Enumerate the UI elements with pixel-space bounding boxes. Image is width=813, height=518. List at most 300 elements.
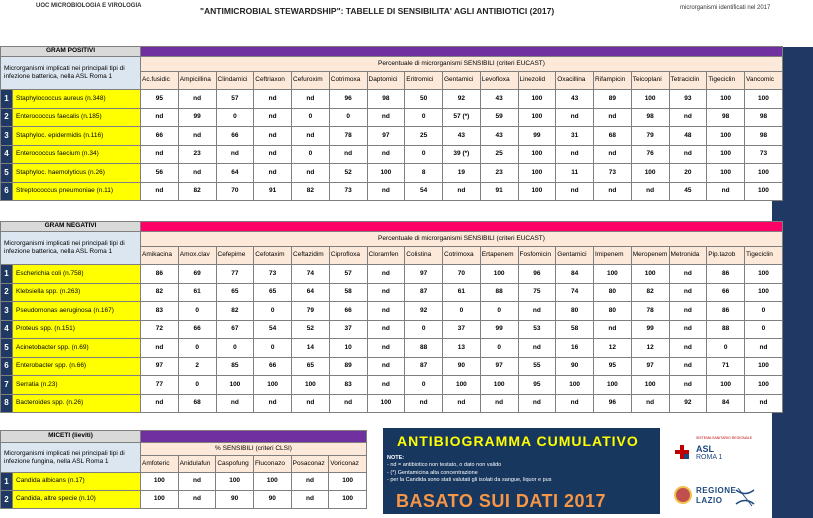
antibiotic-header: Meropenem xyxy=(631,247,669,265)
sensitivity-value: nd xyxy=(254,164,292,183)
sensitivity-value: nd xyxy=(367,376,405,395)
sensitivity-value: 53 xyxy=(518,320,556,339)
page-title: "ANTIMICROBIAL STEWARDSHIP": TABELLE DI SENSIBILITA' AGLI ANTIBIOTICI (2017) xyxy=(200,6,555,16)
sensitivity-value: 97 xyxy=(480,357,518,376)
sensitivity-value: 98 xyxy=(745,108,783,127)
antibiotic-header: Oxacillina xyxy=(556,72,594,90)
sensitivity-value: nd xyxy=(669,376,707,395)
sensitivity-value: 0 xyxy=(292,108,330,127)
sensitivity-value: 25 xyxy=(405,127,443,146)
sensitivity-value: 66 xyxy=(707,283,745,302)
sensitivity-value: 8 xyxy=(405,164,443,183)
note-gentamicin: - (*) Gentamicina alta concentrazione xyxy=(387,469,478,476)
sensitivity-value: 66 xyxy=(254,357,292,376)
sensitivity-value: 100 xyxy=(216,376,254,395)
sensitivity-value: 100 xyxy=(216,473,254,491)
organism-name: Acinetobacter spp. (n.69) xyxy=(13,339,141,358)
row-number: 5 xyxy=(1,339,13,358)
antibiotic-header: Cotrimoxa xyxy=(443,247,481,265)
antibiotic-header: Metronida xyxy=(669,247,707,265)
sensitivity-value: 100 xyxy=(745,182,783,201)
table-row xyxy=(1,182,783,201)
sensitivity-value: 100 xyxy=(707,127,745,146)
sensitivity-value: 100 xyxy=(141,491,179,509)
sensitivity-value: 57 xyxy=(216,90,254,109)
sensitivity-value: 80 xyxy=(556,302,594,321)
sensitivity-value: 90 xyxy=(216,491,254,509)
antibiotic-header: Gentamici xyxy=(556,247,594,265)
asl-label: ASL xyxy=(696,444,714,454)
banner-subtitle: BASATO SUI DATI 2017 xyxy=(396,491,607,511)
row-number: 2 xyxy=(1,108,13,127)
sensitivity-value: 92 xyxy=(405,302,443,321)
sensitivity-value: nd xyxy=(367,145,405,164)
sensitivity-value: 0 xyxy=(178,339,216,358)
sensitivity-value: nd xyxy=(669,108,707,127)
sensitivity-value: 64 xyxy=(292,283,330,302)
sensitivity-value: 87 xyxy=(405,357,443,376)
sensitivity-value: 100 xyxy=(745,164,783,183)
sensitivity-value: 83 xyxy=(329,376,367,395)
lazio-swirl-icon xyxy=(734,486,756,508)
sensitivity-value: nd xyxy=(254,108,292,127)
sensitivity-value: 86 xyxy=(707,265,745,284)
gram-pos-section-bar xyxy=(141,47,783,57)
sensitivity-value: 68 xyxy=(178,394,216,413)
sensitivity-value: 85 xyxy=(216,357,254,376)
antibiotic-header: Fosfomicin xyxy=(518,247,556,265)
gram-neg-section-bar xyxy=(141,222,783,232)
sensitivity-value: 0 xyxy=(329,108,367,127)
sensitivity-value: nd xyxy=(556,182,594,201)
banner-notes xyxy=(387,455,552,485)
sensitivity-value: 57 xyxy=(329,265,367,284)
sensitivity-value: 43 xyxy=(556,90,594,109)
sensitivity-value: 25 xyxy=(480,145,518,164)
sensitivity-value: nd xyxy=(141,145,179,164)
organism-name: Staphyloc. haemolyticus (n.26) xyxy=(13,164,141,183)
organism-name: Enterococcus faecium (n.34) xyxy=(13,145,141,164)
antibiotic-header: Ac.fusidic xyxy=(141,72,179,90)
sensitivity-value: nd xyxy=(292,394,330,413)
organism-name: Enterococcus faecalis (n.185) xyxy=(13,108,141,127)
antibiotic-header: Cloramfen xyxy=(367,247,405,265)
antibiotic-header: Ceftazidim xyxy=(292,247,330,265)
sensitivity-value: nd xyxy=(367,357,405,376)
sensitivity-value: 0 xyxy=(707,339,745,358)
sensitivity-value: nd xyxy=(443,394,481,413)
sensitivity-value: nd xyxy=(254,90,292,109)
row-number: 8 xyxy=(1,394,13,413)
table-row xyxy=(1,164,783,183)
sensitivity-value: 100 xyxy=(253,473,291,491)
sensitivity-value: nd xyxy=(141,108,179,127)
antibiotic-header: Cotrimoxa xyxy=(329,72,367,90)
sensitivity-value: 79 xyxy=(631,127,669,146)
table-row xyxy=(1,473,367,491)
table-row xyxy=(1,491,367,509)
sensitivity-value: 0 xyxy=(443,302,481,321)
sensitivity-value: 100 xyxy=(745,265,783,284)
sensitivity-value: nd xyxy=(216,145,254,164)
sensitivity-value: 86 xyxy=(707,302,745,321)
sensitivity-value: 90 xyxy=(443,357,481,376)
table-row xyxy=(1,145,783,164)
antibiotic-header: Vancomic xyxy=(745,72,783,90)
sensitivity-value: 54 xyxy=(405,182,443,201)
sensitivity-value: 99 xyxy=(480,320,518,339)
antibiotic-header: Anidulafun xyxy=(178,456,216,473)
sensitivity-value: 88 xyxy=(480,283,518,302)
sensitivity-value: nd xyxy=(405,394,443,413)
sensitivity-value: 55 xyxy=(518,357,556,376)
sensitivity-value: 70 xyxy=(443,265,481,284)
fungi-section-bar xyxy=(141,431,367,443)
sensitivity-value: 100 xyxy=(745,90,783,109)
fungi-description: Microrganismi implicati nei principali tipi di infezione fungina, nella ASL Roma 1 xyxy=(1,443,141,473)
organism-name: Escherichia coli (n.758) xyxy=(13,265,141,284)
note-candida: - per la Candida sono stati valutati gli isolati da sangue, liquor e pus xyxy=(387,477,552,484)
table-row xyxy=(1,127,783,146)
sensitivity-value: nd xyxy=(367,283,405,302)
antibiotic-header: Voriconaz xyxy=(329,456,367,473)
sensitivity-value: 100 xyxy=(367,394,405,413)
sensitivity-value: 84 xyxy=(556,265,594,284)
sensitivity-value: 100 xyxy=(745,357,783,376)
sensitivity-value: 65 xyxy=(216,283,254,302)
sensitivity-value: nd xyxy=(594,145,632,164)
row-number: 6 xyxy=(1,357,13,376)
sensitivity-value: 50 xyxy=(405,90,443,109)
sensitivity-value: 99 xyxy=(178,108,216,127)
department-label: UOC MICROBIOLOGIA E VIROLOGIA xyxy=(36,3,142,9)
antibiogram-banner xyxy=(383,428,660,514)
sensitivity-value: 87 xyxy=(405,283,443,302)
sensitivity-value: 0 xyxy=(480,339,518,358)
sensitivity-value: 100 xyxy=(707,376,745,395)
sensitivity-value: 97 xyxy=(141,357,179,376)
sensitivity-value: 92 xyxy=(669,394,707,413)
sensitivity-value: 16 xyxy=(556,339,594,358)
roma-label: ROMA 1 xyxy=(696,454,723,461)
gram-negative-table xyxy=(0,221,783,413)
row-number: 3 xyxy=(1,127,13,146)
gram-neg-description: Microrganismi implicati nei principali tipi di infezione batterica, nella ASL Roma 1 xyxy=(1,232,141,265)
sensitivity-value: nd xyxy=(141,339,179,358)
sensitivity-value: 0 xyxy=(254,302,292,321)
sensitivity-value: 91 xyxy=(480,182,518,201)
sensitivity-value: 98 xyxy=(631,108,669,127)
sensitivity-value: 83 xyxy=(141,302,179,321)
sensitivity-value: 52 xyxy=(292,320,330,339)
sensitivity-value: 88 xyxy=(405,339,443,358)
sensitivity-value: nd xyxy=(745,339,783,358)
banner-title: ANTIBIOGRAMMA CUMULATIVO xyxy=(397,433,639,449)
sensitivity-value: nd xyxy=(669,302,707,321)
sensitivity-value: 82 xyxy=(631,283,669,302)
sensitivity-value: 61 xyxy=(443,283,481,302)
sensitivity-value: 100 xyxy=(707,90,745,109)
row-number: 2 xyxy=(1,283,13,302)
sensitivity-value: 74 xyxy=(556,283,594,302)
row-number: 7 xyxy=(1,376,13,395)
sensitivity-value: nd xyxy=(480,394,518,413)
sensitivity-value: 45 xyxy=(669,182,707,201)
sensitivity-value: 100 xyxy=(254,376,292,395)
sensitivity-value: 97 xyxy=(405,265,443,284)
gram-neg-title: GRAM NEGATIVI xyxy=(1,222,141,232)
sensitivity-value: 100 xyxy=(594,376,632,395)
sensitivity-value: 13 xyxy=(443,339,481,358)
sensitivity-value: 88 xyxy=(707,320,745,339)
sensitivity-value: 72 xyxy=(141,320,179,339)
lazio-seal-icon xyxy=(674,486,692,504)
antibiotic-header: Daptomici xyxy=(367,72,405,90)
sensitivity-value: 95 xyxy=(518,376,556,395)
sensitivity-value: nd xyxy=(669,145,707,164)
sensitivity-value: 100 xyxy=(292,376,330,395)
table-row xyxy=(1,265,783,284)
antibiotic-header: Cefuroxim xyxy=(292,72,330,90)
sensitivity-value: 95 xyxy=(594,357,632,376)
sensitivity-value: 75 xyxy=(518,283,556,302)
sensitivity-value: 97 xyxy=(367,127,405,146)
organism-name: Klebsiella spp. (n.263) xyxy=(13,283,141,302)
sensitivity-value: 0 xyxy=(745,320,783,339)
sensitivity-value: 100 xyxy=(329,491,367,509)
antibiotic-header: Gentamici xyxy=(443,72,481,90)
sensitivity-value: 0 xyxy=(178,302,216,321)
organism-name: Staphylococcus aureus (n.348) xyxy=(13,90,141,109)
sensitivity-value: 78 xyxy=(329,127,367,146)
antibiotic-header: Ampicillina xyxy=(178,72,216,90)
sensitivity-value: 64 xyxy=(216,164,254,183)
sensitivity-value: 73 xyxy=(329,182,367,201)
antibiotic-header: Fluconazo xyxy=(253,456,291,473)
sensitivity-value: 99 xyxy=(631,320,669,339)
organism-name: Pseudomonas aeruginosa (n.167) xyxy=(13,302,141,321)
asl-roma1-logo xyxy=(672,436,762,476)
sensitivity-value: nd xyxy=(518,339,556,358)
sensitivity-value: nd xyxy=(669,283,707,302)
sensitivity-value: nd xyxy=(594,108,632,127)
sensitivity-value: 70 xyxy=(216,182,254,201)
asl-system-label: SISTEMA SANITARIO REGIONALE xyxy=(696,436,753,440)
table-row xyxy=(1,320,783,339)
fungi-table xyxy=(0,430,367,509)
sensitivity-value: 100 xyxy=(745,376,783,395)
sensitivity-value: 66 xyxy=(216,127,254,146)
sensitivity-value: nd xyxy=(291,473,329,491)
sensitivity-value: 73 xyxy=(254,265,292,284)
table-row xyxy=(1,283,783,302)
regione-label: REGIONE xyxy=(696,486,737,495)
antibiotic-header: Tigeciclin xyxy=(707,72,745,90)
sensitivity-value: 100 xyxy=(631,376,669,395)
sensitivity-value: 39 (*) xyxy=(443,145,481,164)
sensitivity-value: 10 xyxy=(329,339,367,358)
sensitivity-value: nd xyxy=(556,394,594,413)
sensitivity-value: 90 xyxy=(556,357,594,376)
sensitivity-value: 80 xyxy=(594,302,632,321)
sensitivity-value: nd xyxy=(669,339,707,358)
sensitivity-value: 93 xyxy=(669,90,707,109)
antibiotic-header: Teicoplani xyxy=(631,72,669,90)
antibiotic-header: Ceftriaxon xyxy=(254,72,292,90)
antibiotic-header: Colistina xyxy=(405,247,443,265)
note-nd: - nd = antibiotico non testato, o dato non valido xyxy=(387,462,502,469)
sensitivity-value: 100 xyxy=(518,164,556,183)
sensitivity-value: 96 xyxy=(594,394,632,413)
organism-name: Candida, altre specie (n.10) xyxy=(13,491,141,509)
row-number: 1 xyxy=(1,90,13,109)
sensitivity-value: 80 xyxy=(594,283,632,302)
sensitivity-value: 82 xyxy=(216,302,254,321)
organism-name: Staphyloc. epidermidis (n.116) xyxy=(13,127,141,146)
sensitivity-value: nd xyxy=(178,491,216,509)
sensitivity-value: 23 xyxy=(178,145,216,164)
sensitivity-value: 100 xyxy=(745,283,783,302)
table-row xyxy=(1,302,783,321)
lazio-label: LAZIO xyxy=(696,496,723,505)
row-number: 4 xyxy=(1,145,13,164)
sensitivity-value: nd xyxy=(631,394,669,413)
sensitivity-value: 0 xyxy=(405,108,443,127)
table-row xyxy=(1,90,783,109)
sensitivity-value: nd xyxy=(178,90,216,109)
sensitivity-value: nd xyxy=(367,265,405,284)
sensitivity-value: 23 xyxy=(480,164,518,183)
sensitivity-value: 100 xyxy=(518,182,556,201)
sensitivity-value: nd xyxy=(745,394,783,413)
organism-name: Proteus spp. (n.151) xyxy=(13,320,141,339)
sensitivity-value: 0 xyxy=(745,302,783,321)
sensitivity-value: 11 xyxy=(556,164,594,183)
health-cross-icon xyxy=(674,444,690,460)
sensitivity-value: nd xyxy=(518,302,556,321)
sensitivity-value: 76 xyxy=(631,145,669,164)
sensitivity-value: 48 xyxy=(669,127,707,146)
sensitivity-value: 100 xyxy=(631,90,669,109)
sensitivity-value: nd xyxy=(254,127,292,146)
regione-lazio-logo xyxy=(672,482,762,512)
sensitivity-value: 61 xyxy=(178,283,216,302)
sensitivity-value: 100 xyxy=(707,145,745,164)
sensitivity-value: nd xyxy=(329,394,367,413)
header-note: microrganismi identificati nel 2017 xyxy=(680,5,771,11)
sensitivity-value: nd xyxy=(254,145,292,164)
sensitivity-value: 84 xyxy=(707,394,745,413)
sensitivity-value: 58 xyxy=(329,283,367,302)
sensitivity-value: 100 xyxy=(518,108,556,127)
sensitivity-value: 20 xyxy=(669,164,707,183)
row-number: 6 xyxy=(1,182,13,201)
sensitivity-value: 100 xyxy=(367,164,405,183)
sensitivity-value: nd xyxy=(367,182,405,201)
sensitivity-value: 77 xyxy=(216,265,254,284)
sensitivity-value: 66 xyxy=(178,320,216,339)
sensitivity-value: nd xyxy=(329,145,367,164)
sensitivity-value: 100 xyxy=(707,164,745,183)
sensitivity-value: nd xyxy=(141,182,179,201)
sensitivity-value: nd xyxy=(291,491,329,509)
antibiotic-header: Linezolid xyxy=(518,72,556,90)
sensitivity-value: nd xyxy=(254,394,292,413)
sensitivity-value: 95 xyxy=(141,90,179,109)
gram-pos-title: GRAM POSITIVI xyxy=(1,47,141,57)
sensitivity-value: 82 xyxy=(141,283,179,302)
sensitivity-value: 100 xyxy=(329,473,367,491)
table-row xyxy=(1,339,783,358)
fungi-title: MICETI (lieviti) xyxy=(1,431,141,443)
table-row xyxy=(1,108,783,127)
sensitivity-value: 82 xyxy=(178,182,216,201)
sensitivity-value: 100 xyxy=(141,473,179,491)
gram-pos-pct-header: Percentuale di microrganismi SENSIBILI (criteri EUCAST) xyxy=(141,57,783,72)
sensitivity-value: nd xyxy=(178,473,216,491)
antibiotic-header: Caspofung xyxy=(216,456,254,473)
row-number: 1 xyxy=(1,265,13,284)
sensitivity-value: 65 xyxy=(292,357,330,376)
antibiotic-header: Eritromici xyxy=(405,72,443,90)
sensitivity-value: 31 xyxy=(556,127,594,146)
gram-pos-description: Microrganismi implicati nei principali tipi di infezione batterica, nella ASL Roma 1 xyxy=(1,57,141,90)
sensitivity-value: 74 xyxy=(292,265,330,284)
sensitivity-value: 97 xyxy=(631,357,669,376)
sensitivity-value: 100 xyxy=(631,164,669,183)
sensitivity-value: nd xyxy=(556,108,594,127)
sensitivity-value: 100 xyxy=(480,376,518,395)
sensitivity-value: 78 xyxy=(631,302,669,321)
sensitivity-value: nd xyxy=(669,320,707,339)
sensitivity-value: 0 xyxy=(254,339,292,358)
antibiotic-header: Tetraciclin xyxy=(669,72,707,90)
sensitivity-value: 91 xyxy=(254,182,292,201)
sensitivity-value: 0 xyxy=(216,339,254,358)
sensitivity-value: nd xyxy=(216,394,254,413)
sensitivity-value: 92 xyxy=(443,90,481,109)
sensitivity-value: nd xyxy=(178,127,216,146)
sensitivity-value: 54 xyxy=(254,320,292,339)
sensitivity-value: 99 xyxy=(518,127,556,146)
sensitivity-value: nd xyxy=(707,182,745,201)
sensitivity-value: 0 xyxy=(405,376,443,395)
antibiotic-header: Amfoteric xyxy=(141,456,179,473)
sensitivity-value: 59 xyxy=(480,108,518,127)
sensitivity-value: nd xyxy=(556,145,594,164)
sensitivity-value: 37 xyxy=(329,320,367,339)
sensitivity-value: 67 xyxy=(216,320,254,339)
table-row xyxy=(1,376,783,395)
sensitivity-value: 100 xyxy=(480,265,518,284)
sensitivity-value: 68 xyxy=(594,127,632,146)
antibiotic-header: Rifampicin xyxy=(594,72,632,90)
sensitivity-value: 0 xyxy=(216,108,254,127)
sensitivity-value: 89 xyxy=(594,90,632,109)
sensitivity-value: 100 xyxy=(443,376,481,395)
sensitivity-value: nd xyxy=(594,320,632,339)
sensitivity-value: 77 xyxy=(141,376,179,395)
sensitivity-value: 73 xyxy=(594,164,632,183)
sensitivity-value: 73 xyxy=(745,145,783,164)
sensitivity-value: 52 xyxy=(329,164,367,183)
sensitivity-value: nd xyxy=(669,265,707,284)
sensitivity-value: 86 xyxy=(141,265,179,284)
sensitivity-value: 66 xyxy=(141,127,179,146)
sensitivity-value: 56 xyxy=(141,164,179,183)
sensitivity-value: nd xyxy=(292,164,330,183)
sensitivity-value: 71 xyxy=(707,357,745,376)
